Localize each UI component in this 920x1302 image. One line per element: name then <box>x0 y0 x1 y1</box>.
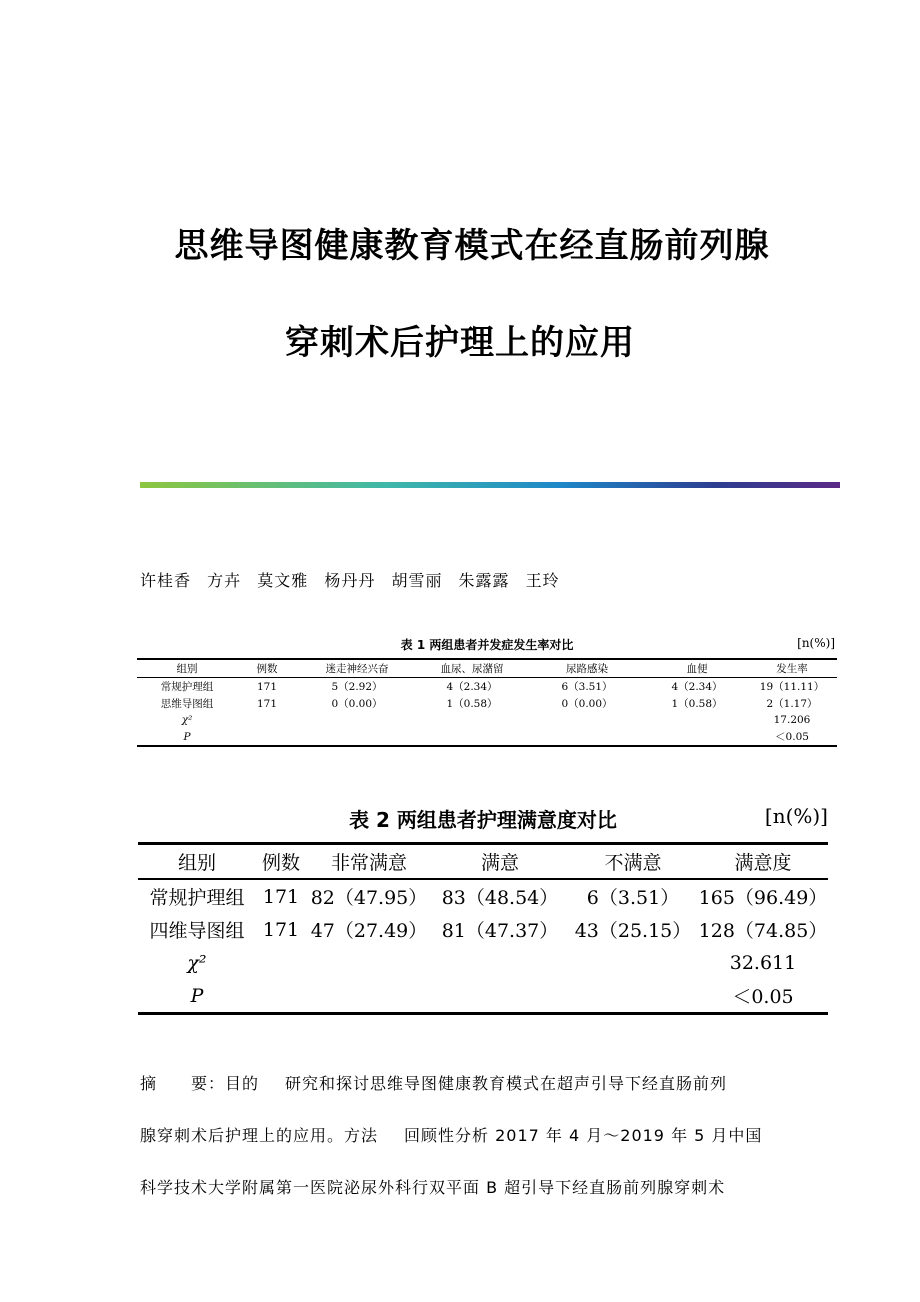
table-cell: 82（47.95） <box>310 887 428 909</box>
author: 王玲 <box>525 571 560 590</box>
table-1-caption: 表 1 两组患者并发症发生率对比 <box>400 638 574 652</box>
p-value: ＜0.05 <box>732 986 794 1008</box>
paper-title-line-2: 穿刺术后护理上的应用 <box>285 323 635 363</box>
author: 杨丹丹 <box>324 571 376 590</box>
table-cell: 171 <box>262 885 300 908</box>
table-cell: 5（2.92） <box>331 681 383 693</box>
abstract-line <box>140 1058 780 1110</box>
chi-value: 32.611 <box>729 951 797 974</box>
p-label: P <box>190 984 204 1007</box>
header-cell: 不满意 <box>604 852 662 874</box>
table-1-caption-bar <box>137 632 837 658</box>
header-cell: 血尿、尿潴留 <box>440 663 504 675</box>
table-cell: 83（48.54） <box>441 887 559 909</box>
table-1-unit: [n(%)] <box>797 636 835 650</box>
author: 朱露露 <box>458 571 510 590</box>
author: 方卉 <box>207 571 242 590</box>
abstract-text: 科学技术大学附属第一医院泌尿外科行双平面 B 超引导下经直肠前列腺穿刺术 <box>140 1178 726 1197</box>
author: 莫文雅 <box>257 571 309 590</box>
table-cell: 47（27.49） <box>310 920 428 942</box>
table-cell: 思维导图组 <box>160 698 214 710</box>
header-cell: 例数 <box>261 852 300 874</box>
table-cell: 19（11.11） <box>759 681 825 693</box>
table-cell: 2（1.17） <box>766 698 818 710</box>
table-cell: 165（96.49） <box>698 887 828 909</box>
header-cell: 发生率 <box>776 663 808 675</box>
header-cell: 迷走神经兴奋 <box>325 663 389 675</box>
p-label: P <box>183 730 191 743</box>
table-2-satisfaction <box>138 798 828 1015</box>
abstract-text: 腺穿刺术后护理上的应用。方法 <box>140 1126 379 1145</box>
header-cell: 满意 <box>480 852 519 874</box>
table-row-p <box>138 979 828 1014</box>
table-cell: 4（2.34） <box>671 681 723 693</box>
abstract-line <box>140 1162 780 1214</box>
table-1-grid <box>137 658 837 747</box>
table-row <box>138 879 828 913</box>
author-list <box>140 568 570 591</box>
table-header-row <box>138 844 828 880</box>
header-cell: 组别 <box>177 852 216 874</box>
chi-value: 17.206 <box>773 714 811 726</box>
header-cell: 例数 <box>256 663 278 675</box>
abstract-line <box>140 1110 780 1162</box>
table-2-caption-bar <box>138 798 828 842</box>
table-cell: 171 <box>256 680 278 693</box>
header-cell: 血便 <box>686 663 708 675</box>
table-cell: 43（25.15） <box>574 920 692 942</box>
table-1-complications <box>137 632 837 747</box>
table-cell: 171 <box>262 918 300 941</box>
table-cell: 1（0.58） <box>446 698 498 710</box>
table-cell: 6（3.51） <box>561 681 613 693</box>
table-cell: 常规护理组 <box>160 681 214 693</box>
table-cell: 0（0.00） <box>331 698 383 710</box>
table-2-caption: 表 2 两组患者护理满意度对比 <box>349 808 617 832</box>
author: 胡雪丽 <box>391 571 443 590</box>
header-cell: 组别 <box>176 663 198 675</box>
table-cell: 81（47.37） <box>441 920 559 942</box>
header-cell: 非常满意 <box>330 852 407 874</box>
table-row <box>137 695 837 712</box>
abstract-text: 研究和探讨思维导图健康教育模式在超声引导下经直肠前列 <box>285 1074 728 1093</box>
abstract-text: 回顾性分析 2017 年 4 月～2019 年 5 月中国 <box>404 1126 763 1145</box>
chi-label: χ² <box>187 951 207 974</box>
table-cell: 常规护理组 <box>149 887 245 909</box>
table-row-chi <box>138 946 828 979</box>
table-row <box>137 678 837 696</box>
table-row-p <box>137 728 837 746</box>
table-2-grid <box>138 842 828 1015</box>
table-row-chi <box>137 712 837 728</box>
table-header-row <box>137 659 837 678</box>
header-cell: 满意度 <box>734 852 792 874</box>
chi-label: χ² <box>181 714 193 726</box>
table-cell: 0（0.00） <box>561 698 613 710</box>
author: 许桂香 <box>140 571 192 590</box>
table-cell: 128（74.85） <box>698 920 828 942</box>
table-cell: 1（0.58） <box>671 698 723 710</box>
table-cell: 4（2.34） <box>446 681 498 693</box>
abstract <box>140 1058 780 1214</box>
table-row <box>138 913 828 946</box>
paper-title-line-1: 思维导图健康教育模式在经直肠前列腺 <box>174 226 770 266</box>
p-value: ＜0.05 <box>775 731 809 743</box>
table-2-unit: [n(%)] <box>764 804 828 828</box>
header-cell: 尿路感染 <box>566 663 608 675</box>
gradient-divider <box>140 482 840 488</box>
abstract-label: 摘 要：目的 <box>140 1074 260 1093</box>
table-cell: 四维导图组 <box>149 920 245 942</box>
table-cell: 6（3.51） <box>586 887 680 909</box>
table-cell: 171 <box>256 697 278 710</box>
